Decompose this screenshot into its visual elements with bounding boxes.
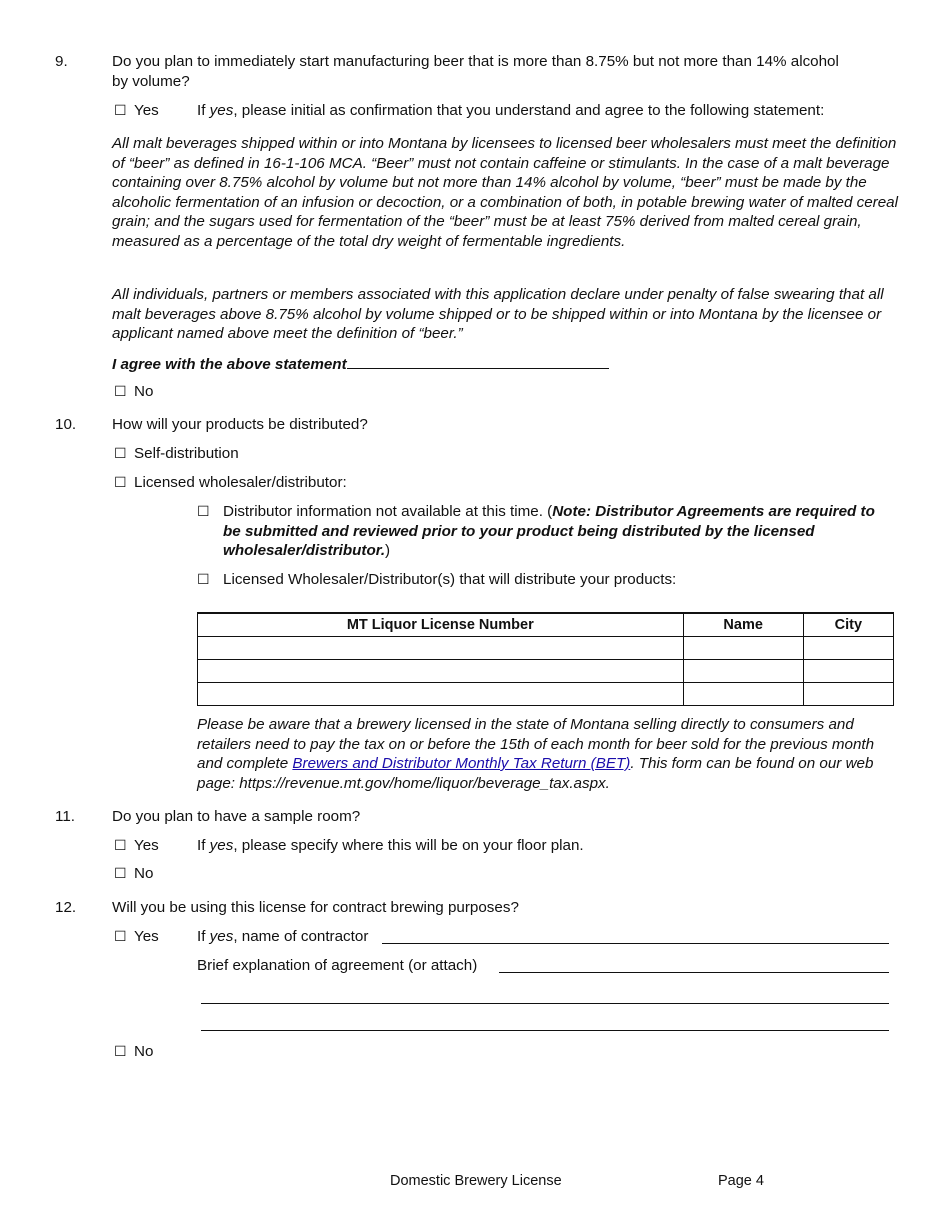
q12-text: Will you be using this license for contract brewing purposes? (112, 899, 519, 916)
q10-sub2-label: Licensed Wholesaler/Distributor(s) that will distribute your products: (223, 571, 677, 588)
table-row (198, 683, 894, 706)
cell-city[interactable] (803, 637, 893, 660)
q11-yes-label: Yes (134, 837, 159, 854)
q9-text-line1: Do you plan to immediately start manufacturing beer that is more than 8.75% but not more than 14% alcohol (112, 53, 839, 70)
q10-self-checkbox-icon[interactable]: ☐ (114, 445, 127, 461)
cell-city[interactable] (803, 660, 893, 683)
q10-sub1-text: Distributor information not available at this time. (Note: Distributor Agreements are required to be submitted and reviewed prior to your product being distributed by the licensed wholesaler/distributor.) (223, 503, 875, 559)
q10-self-label: Self-distribution (134, 445, 239, 462)
q11-no-label: No (134, 865, 154, 882)
header-license-number: MT Liquor License Number (198, 613, 684, 637)
q9-text-line2: by volume? (112, 73, 190, 90)
cell-license-number[interactable] (198, 660, 684, 683)
q12-yes-checkbox-icon[interactable]: ☐ (114, 928, 127, 944)
table-header-row (198, 613, 894, 637)
q11-yes-checkbox-icon[interactable]: ☐ (114, 837, 127, 853)
q11-yes-option[interactable] (114, 836, 159, 856)
footer-title: Domestic Brewery License (390, 1173, 562, 1189)
q12-yes-label: Yes (134, 928, 159, 945)
q10-text: How will your products be distributed? (112, 416, 368, 433)
cell-license-number[interactable] (198, 637, 684, 660)
q10-number: 10. (55, 416, 77, 433)
cell-city[interactable] (803, 683, 893, 706)
q12-number: 12. (55, 899, 77, 916)
q12-no-checkbox-icon[interactable]: ☐ (114, 1043, 127, 1059)
q10-sub1-checkbox-icon[interactable]: ☐ (197, 503, 210, 519)
cell-name[interactable] (683, 683, 803, 706)
q11-number: 11. (55, 808, 75, 825)
q11-text: Do you plan to have a sample room? (112, 808, 361, 825)
q12-contractor-field[interactable] (382, 943, 889, 944)
q11-yes-instruction: If yes, please specify where this will be on your floor plan. (197, 837, 584, 854)
q11-no-checkbox-icon[interactable]: ☐ (114, 865, 127, 881)
q12-explain-line-3[interactable] (201, 1030, 889, 1031)
q12-yes-option[interactable] (114, 927, 159, 947)
q10-licensed-option[interactable] (114, 473, 347, 493)
q12-explain-field[interactable] (499, 972, 889, 973)
q9-initial-field[interactable] (347, 353, 609, 369)
q12-explain-line-2[interactable] (201, 1003, 889, 1004)
q9-agree-label: I agree with the above statement (112, 356, 347, 373)
q10-sub2-option[interactable] (197, 570, 676, 590)
q12-explain-label: Brief explanation of agreement (or attach) (197, 957, 478, 974)
q10-self-distribution-option[interactable] (114, 444, 239, 464)
header-city: City (803, 613, 893, 637)
q9-agree-row (112, 353, 609, 375)
header-name: Name (683, 613, 803, 637)
q12-no-label: No (134, 1043, 154, 1060)
q9-yes-checkbox-icon[interactable]: ☐ (114, 102, 127, 118)
table-row (198, 637, 894, 660)
q10-tax-notice: Please be aware that a brewery licensed in the state of Montana selling directly to consumers and retailers need to pay the tax on or before the 15th of each month for beer sold for the previous month and complete Brewers and Distributor Monthly Tax Return (BET). This form can be found on our web page: https://revenue.mt.gov/home/liquor/beverage_tax.aspx. (197, 716, 875, 792)
table-row (198, 660, 894, 683)
q11-no-option[interactable] (114, 864, 153, 884)
q10-sub2-checkbox-icon[interactable]: ☐ (197, 571, 210, 587)
cell-name[interactable] (683, 637, 803, 660)
bet-form-link[interactable]: Brewers and Distributor Monthly Tax Return (BET) (292, 755, 631, 772)
distributor-table (197, 612, 894, 706)
q10-licensed-checkbox-icon[interactable]: ☐ (114, 474, 127, 490)
q9-yes-instruction: If yes, please initial as confirmation that you understand and agree to the following statement: (197, 102, 825, 119)
q9-number: 9. (55, 53, 68, 70)
q9-yes-option[interactable] (114, 101, 159, 121)
q12-no-option[interactable] (114, 1042, 153, 1062)
cell-name[interactable] (683, 660, 803, 683)
q9-beer-definition-paragraph: All malt beverages shipped within or into Montana by licensees to licensed beer wholesalers must meet the definition of “beer” as defined in 16-1-106 MCA. “Beer” must not contain caffeine or stimulants. In the case of a malt beverage containing over 8.75% alcohol by volume but not more than 14% alcohol by volume, “beer” must be made by the alcoholic fermentation of an infusion or decoction, or a combination of both, in potable brewing water of malted cereal grain; and the sugars used for fermentation of the “beer” must be at least 75% derived from malted cereal grain, measured as a percentage of the total dry weight of fermentable ingredients. (112, 135, 898, 250)
q9-yes-label: Yes (134, 102, 159, 119)
q10-licensed-label: Licensed wholesaler/distributor: (134, 474, 347, 491)
q12-contractor-label: If yes, name of contractor (197, 928, 369, 945)
q9-no-checkbox-icon[interactable]: ☐ (114, 383, 127, 399)
footer-page-number: Page 4 (718, 1173, 764, 1189)
q9-declaration-paragraph: All individuals, partners or members associated with this application declare under penalty of false swearing that all malt beverages above 8.75% alcohol by volume shipped or to be shipped within or into Montana by the licensee or applicant named above meet the definition of “beer.” (112, 286, 884, 342)
q9-no-option[interactable] (114, 382, 153, 402)
q9-no-label: No (134, 383, 154, 400)
cell-license-number[interactable] (198, 683, 684, 706)
